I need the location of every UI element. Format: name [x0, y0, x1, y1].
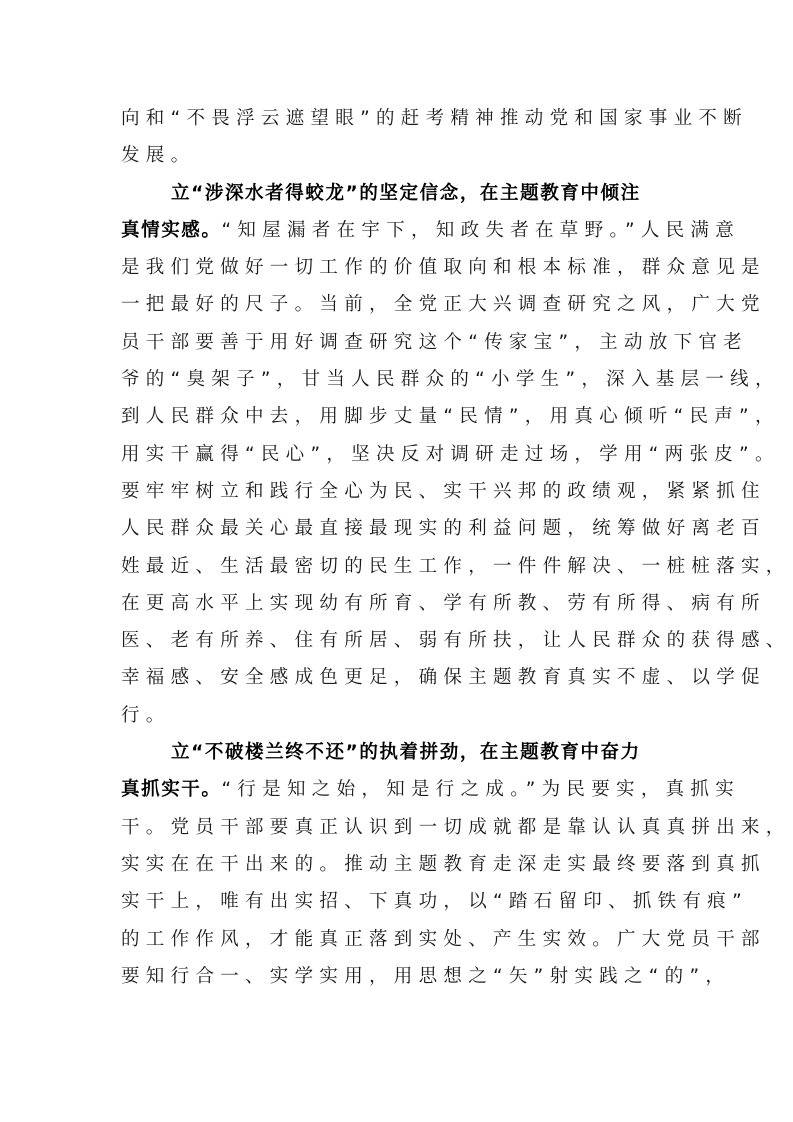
text-line: 爷的“臭架子”，甘当人民群众的“小学生”，深入基层一线，	[121, 369, 780, 391]
text-line: 医、老有所养、住有所居、弱有所扶，让人民群众的获得感、	[121, 630, 791, 652]
section-heading-tail: 真情实感。	[121, 219, 222, 241]
section-heading-line: 立“涉深水者得蛟龙”的坚定信念，在主题教育中倾注	[171, 182, 641, 204]
section-heading-tail: 真抓实干。	[121, 779, 222, 801]
paragraph-continuation	[121, 100, 748, 175]
text-segment: “知屋漏者在宇下，知政失者在草野。”人民满意	[221, 219, 741, 241]
text-line: 发展。	[121, 145, 196, 167]
text-line: 一把最好的尺子。当前，全党正大兴调查研究之风，广大党	[121, 294, 766, 316]
text-segment: “行是知之始，知是行之成。”为民要实，真抓实	[221, 779, 741, 801]
text-line: 在更高水平上实现幼有所育、学有所教、劳有所得、病有所	[121, 592, 766, 614]
text-line: 行。	[121, 704, 171, 726]
document-page	[121, 100, 791, 995]
text-line: 干。党员干部要真正认识到一切成就都是靠认认真真拼出来，	[121, 816, 791, 838]
section-heading-line: 立“不破楼兰终不还”的执着拼劲，在主题教育中奋力	[171, 742, 641, 764]
text-line: 到人民群众中去，用脚步丈量“民情”，用真心倾听“民声”，	[121, 406, 780, 428]
paragraph-hard-work	[121, 734, 791, 995]
text-line	[121, 771, 741, 808]
text-line: 幸福感、安全感成色更足，确保主题教育真实不虚、以学促	[121, 667, 766, 689]
text-line: 是我们党做好一切工作的价值取向和根本标准，群众意见是	[121, 257, 766, 279]
text-line: 要知行合一、实学实用，用思想之“矢”射实践之“的”，	[121, 965, 731, 987]
paragraph-sincere-feelings	[121, 175, 791, 734]
text-line: 实实在在干出来的。推动主题教育走深走实最终要落到真抓	[121, 853, 766, 875]
text-line: 向和“不畏浮云遮望眼”的赶考精神推动党和国家事业不断	[121, 108, 748, 129]
text-line: 用实干赢得“民心”，坚决反对调研走过场，学用“两张皮”。	[121, 443, 780, 465]
text-line: 实干上，唯有出实招、下真功，以“踏石留印、抓铁有痕”	[121, 891, 748, 913]
text-line: 人民群众最关心最直接最现实的利益问题，统筹做好离老百	[121, 518, 766, 540]
text-line: 员干部要善于用好调查研究这个“传家宝”，主动放下官老	[121, 331, 748, 353]
text-line	[121, 212, 741, 249]
text-line: 姓最近、生活最密切的民生工作，一件件解决、一桩桩落实，	[121, 555, 791, 577]
text-line: 要牢牢树立和践行全心为民、实干兴邦的政绩观，紧紧抓住	[121, 480, 766, 502]
text-line: 的工作作风，才能真正落到实处、产生实效。广大党员干部	[121, 928, 766, 950]
